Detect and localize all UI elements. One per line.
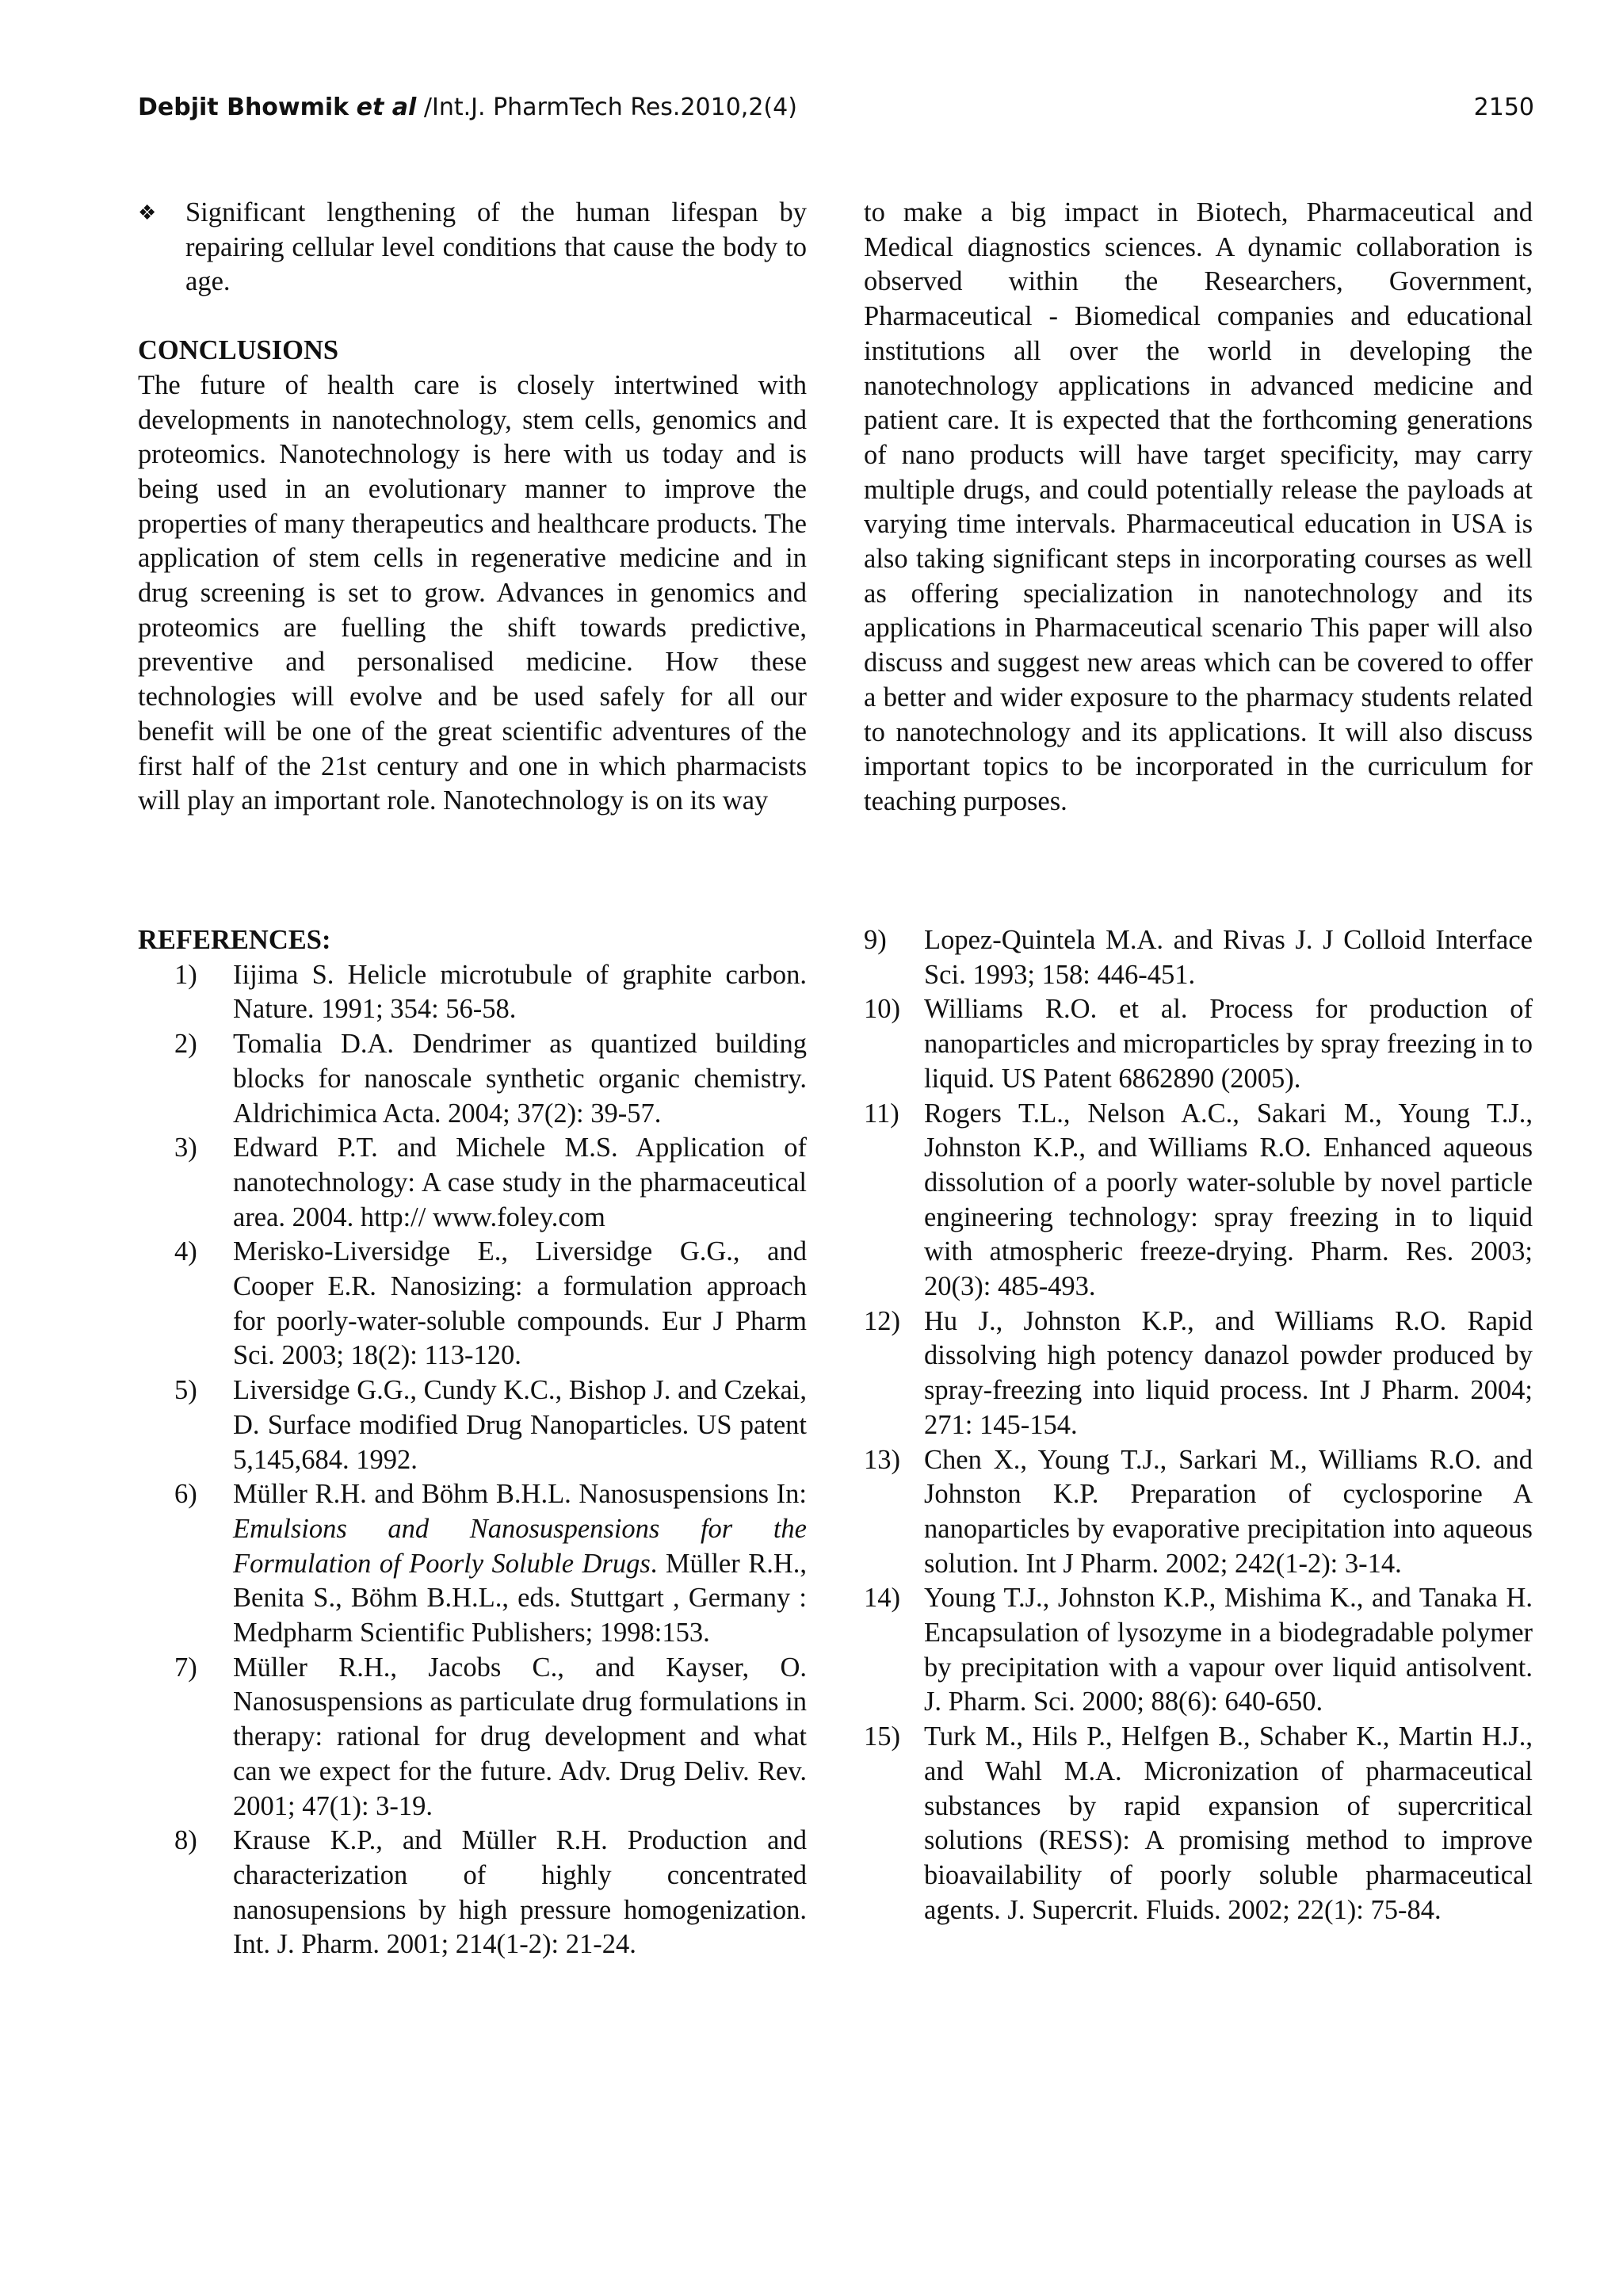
references-right [864,923,1533,1927]
conclusions-continued-paragraph: to make a big impact in Biotech, Pharmaceutical and Medical diagnostics sciences. A dynamic collaboration is observed within the Researchers, Government, Pharmaceutical - Biomedical companies and educational institutions all over the world in developing the nanotechnology applications in advanced medicine and patient care. It is expected that the forthcoming generations of nano products will have target specificity, may carry multiple drugs, and could potentially release the payloads at varying time intervals. Pharmaceutical education in USA is also taking significant steps in incorporating courses as well as offering specialization in nanotechnology and its applications in Pharmaceutical scenario This paper will also discuss and suggest new areas which can be covered to offer a better and wider exposure to the pharmacy students related to nanotechnology and its applications. It will also discuss important topics to be incorporated in the curriculum for teaching purposes. [864,197,1533,816]
reference-item: 4) Merisko-Liversidge E., Liversidge G.G., and Cooper E.R. Nanosizing: a formulation approach for poorly-water-soluble compounds. Eur J Pharm Sci. 2003; 18(2): 113-120. [174,1236,807,1371]
bullet-text: Significant lengthening of the human lifespan by repairing cellular level conditions that cause the body to age. [185,197,807,297]
reference-item: 7) Müller R.H., Jacobs C., and Kayser, O. Nanosuspensions as particulate drug formulations in therapy: rational for drug development and what can we expect for the future. Adv. Drug Deliv. Rev. 2001; 47(1): 3-19. [174,1652,807,1821]
header-citation [138,94,797,121]
conclusions-paragraph: The future of health care is closely intertwined with developments in nanotechnology, stem cells, genomics and proteomics. Nanotechnology is here with us today and is being used in an evolutionary manner to improve the properties of many therapeutics and healthcare products. The application of stem cells in regenerative medicine and in drug screening is set to grow. Advances in genomics and proteomics are fuelling the shift towards predictive, preventive and personalised medicine. How these technologies will evolve and be used safely for all our benefit will be one of the great scientific adventures of the first half of the 21st century and one in which pharmacists will play an important role. Nanotechnology is on its way [138,369,807,816]
header-etal: et al [356,94,417,121]
conclusions-heading: CONCLUSIONS [138,335,339,366]
right-column [864,196,1533,819]
diamond-bullet-icon: ❖ [138,201,157,224]
reference-item: 13) Chen X., Young T.J., Sarkari M., Williams R.O. and Johnston K.P. Preparation of cyclosporine A nanoparticles by evaporative precipitation into aqueous solution. Int J Pharm. 2002; 242(1-2): 3-14. [864,1444,1533,1579]
reference-item: 10) Williams R.O. et al. Process for production of nanoparticles and microparticles by spray freezing in to liquid. US Patent 6862890 (2005). [864,994,1533,1094]
reference-item: 15) Turk M., Hils P., Helfgen B., Schaber K., Martin H.J., and Wahl M.A. Micronization of pharmaceutical substances by rapid expansion of supercritical solutions (RESS): A promising method to improve bioavailability of poorly soluble pharmaceutical agents. J. Supercrit. Fluids. 2002; 22(1): 75-84. [864,1721,1533,1925]
reference-item: 5) Liversidge G.G., Cundy K.C., Bishop J. and Czekai, D. Surface modified Drug Nanoparticles. US patent 5,145,684. 1992. [174,1375,807,1475]
reference-item: 6) Müller R.H. and Böhm B.H.L. Nanosuspensions In: Emulsions and Nanosuspensions for the Formulation of Poorly Soluble Drugs. Müller R.H., Benita S., Böhm B.H.L., eds. Stuttgart , Germany : Medpharm Scientific Publishers; 1998:153. [174,1479,807,1648]
running-header [138,94,1534,133]
reference-item: 12) Hu J., Johnston K.P., and Williams R.O. Rapid dissolving high potency danazol powder produced by spray-freezing into liquid process. Int J Pharm. 2004; 271: 145-154. [864,1305,1533,1440]
header-author: Debjit Bhowmik [138,94,349,121]
references-left [138,923,807,1962]
bullet-item [138,196,807,300]
reference-item: 1) Iijima S. Helicle microtubule of graphite carbon. Nature. 1991; 354: 56-58. [174,959,807,1025]
book-title: Emulsions and Nanosuspensions for the Formulation of Poorly Soluble Drugs [233,1513,807,1579]
reference-item: 3) Edward P.T. and Michele M.S. Application of nanotechnology: A case study in the pharmaceutical area. 2004. http:// www.foley.com [174,1133,807,1232]
references-heading: REFERENCES: [138,925,331,955]
reference-item: 2) Tomalia D.A. Dendrimer as quantized building blocks for nanoscale synthetic organic chemistry. Aldrichimica Acta. 2004; 37(2): 39-57. [174,1029,807,1129]
header-journal: /Int.J. PharmTech Res.2010,2(4) [423,94,797,121]
reference-list-right [864,923,1533,1927]
reference-list-left [138,958,807,1962]
page-number: 2150 [1473,94,1534,121]
reference-item: 9) Lopez-Quintela M.A. and Rivas J. J Colloid Interface Sci. 1993; 158: 446-451. [864,925,1533,990]
reference-item: 11) Rogers T.L., Nelson A.C., Sakari M., Young T.J., Johnston K.P., and Williams R.O. Enhanced aqueous dissolution of a poorly water-soluble by novel particle engineering technology: spray freezing in to liquid with atmospheric freeze-drying. Pharm. Res. 2003; 20(3): 485-493. [864,1098,1533,1302]
left-column [138,196,807,819]
reference-item: 14) Young T.J., Johnston K.P., Mishima K., and Tanaka H. Encapsulation of lysozyme in a biodegradable polymer by precipitation with a vapour over liquid antisolvent. J. Pharm. Sci. 2000; 88(6): 640-650. [864,1583,1533,1717]
reference-item: 8) Krause K.P., and Müller R.H. Production and characterization of highly concentrated nanosupensions by high pressure homogenization. Int. J. Pharm. 2001; 214(1-2): 21-24. [174,1825,807,1960]
